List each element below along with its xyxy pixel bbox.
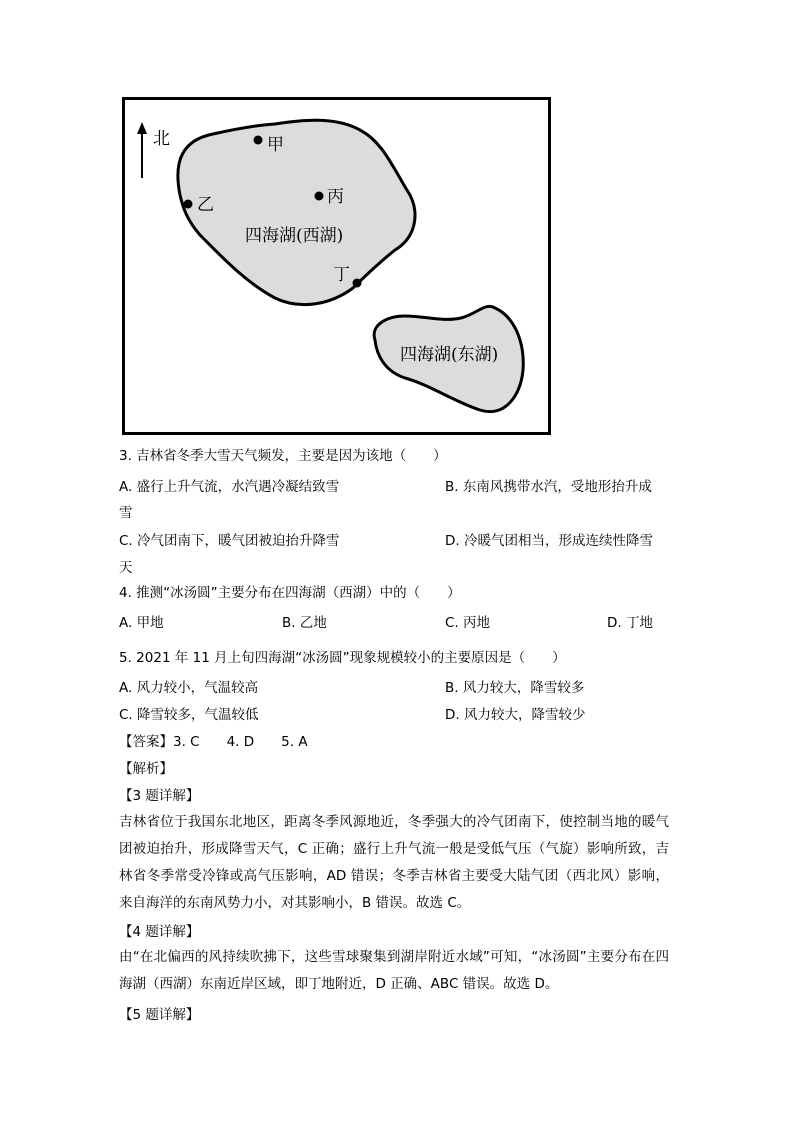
q5-option-d: D. 风力较大，降雪较少: [445, 707, 586, 723]
q3-option-d: D. 冷暖气团相当，形成连续性降雪: [445, 533, 653, 549]
lake-map-svg: [125, 100, 548, 432]
q5-option-a: A. 风力较小，气温较高: [119, 680, 259, 696]
point-yi-marker: [184, 200, 193, 209]
q4-option-d: D. 丁地: [607, 615, 653, 631]
north-arrow-icon: [137, 122, 147, 178]
detail-5-heading: 【5 题详解】: [119, 1007, 200, 1023]
detail-3-text: 吉林省位于我国东北地区，距离冬季风源地近，冬季强大的冷气团南下，使控制当地的暖气团被迫抬升，形成降雪天气，C 正确；盛行上升气流一般是受低气压（气旋）影响所致，吉林省冬季常受冷锋或高气压影响，AD 错误；冬季吉林省主要受大陆气团（西北风）影响，来自海洋的东南风势力小，对其影响小，B 错误。故选 C。: [119, 814, 669, 911]
detail-3-heading: 【3 题详解】: [119, 788, 200, 804]
detail-4-text: 由“在北偏西的风持续吹拂下，这些雪球聚集到湖岸附近水域”可知，“冰汤圆”主要分布在四海湖（西湖）东南近岸区域，即丁地附近，D 正确、ABC 错误。故选 D。: [119, 949, 669, 992]
q3-option-c: C. 冷气团南下，暖气团被迫抬升降雪: [119, 533, 340, 549]
answer-line: 【答案】3. C 4. D 5. A: [119, 734, 308, 750]
q4-stem: 4. 推测“冰汤圆”主要分布在四海湖（西湖）中的（ ）: [119, 585, 461, 601]
q3-option-d-wrap: 天: [119, 560, 133, 576]
detail-4-heading: 【4 题详解】: [119, 924, 200, 940]
point-bing-marker: [315, 192, 324, 201]
point-bing-label: 丙: [327, 187, 344, 207]
q3-option-b-wrap: 雪: [119, 505, 133, 521]
analysis-heading: 【解析】: [119, 761, 173, 777]
lake-map: [122, 97, 551, 435]
point-ding-marker: [353, 279, 362, 288]
q5-stem: 5. 2021 年 11 月上旬四海湖“冰汤圆”现象规模较小的主要原因是（ ）: [119, 650, 566, 666]
point-yi-label: 乙: [197, 195, 214, 215]
q3-stem: 3. 吉林省冬季大雪天气频发，主要是因为该地（ ）: [119, 448, 447, 464]
q4-option-b: B. 乙地: [282, 615, 327, 631]
q3-option-a: A. 盛行上升气流，水汽遇冷凝结致雪: [119, 479, 340, 495]
q4-option-c: C. 丙地: [445, 615, 491, 631]
q5-option-b: B. 风力较大，降雪较多: [445, 680, 585, 696]
west-lake-label: 四海湖(西湖): [245, 226, 344, 246]
q4-option-a: A. 甲地: [119, 615, 164, 631]
point-jia-marker: [254, 136, 263, 145]
point-ding-label: 丁: [333, 265, 350, 285]
q5-option-c: C. 降雪较多，气温较低: [119, 707, 259, 723]
q3-option-b: B. 东南风携带水汽，受地形抬升成: [445, 479, 652, 495]
east-lake-label: 四海湖(东湖): [400, 345, 499, 365]
north-label: 北: [153, 129, 170, 149]
point-jia-label: 甲: [267, 135, 284, 155]
